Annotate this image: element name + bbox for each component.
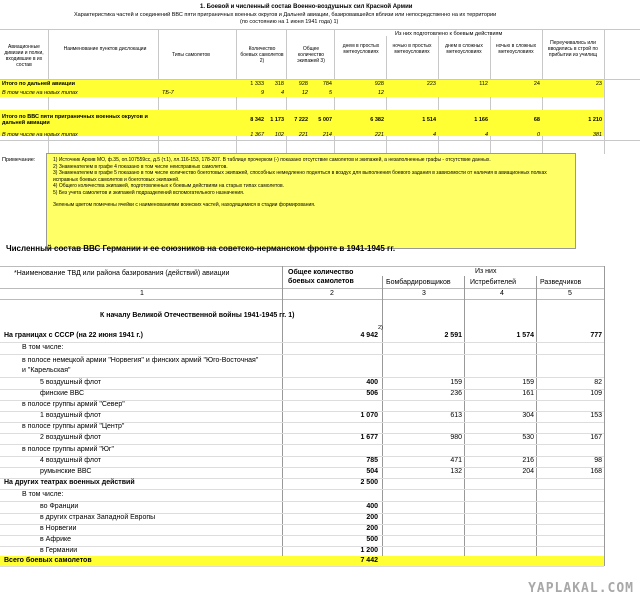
t2-cell: 980 xyxy=(450,434,462,441)
t2-row-label: В том числе: xyxy=(22,491,64,498)
t2-footnote-mark: 2) xyxy=(378,325,383,331)
t2-cell: 2 591 xyxy=(444,332,462,339)
t2-row-label: в других странах Западной Европы xyxy=(40,514,156,521)
t1-cell: 23 xyxy=(595,81,602,87)
t2-row-label: во Франции xyxy=(40,503,79,510)
t2-header-bombers: Бомбардировщиков xyxy=(386,279,451,286)
t2-row-label: в полосе группы армий "Юг" xyxy=(22,446,114,453)
t2-cell: 304 xyxy=(522,412,534,419)
t2-cell: 236 xyxy=(450,390,462,397)
table1-title: 1. Боевой и численный состав Военно-воздушных сил Красной Армии xyxy=(200,4,413,10)
t2-cell: 159 xyxy=(450,379,462,386)
t2-cell: 613 xyxy=(450,412,462,419)
t1-cell: 4 xyxy=(484,132,488,138)
t2-cell: 204 xyxy=(522,468,534,475)
t2-header-total: Общее количество боевых самолетов xyxy=(288,269,354,285)
t1-cell: 928 xyxy=(298,81,308,87)
note-item: 3) Знаменателем в графе 5 показано в том числе количество боеготовых экипажей, способных немедленно подняться в воздух для выполнения боевого задания в зависимости от наличия в авиационных полках исправных боевых самолетов и боеготовых экипажей. xyxy=(53,170,547,183)
t2-cell: 167 xyxy=(590,434,602,441)
t1-cell: 68 xyxy=(533,117,540,123)
t1-cell: 24 xyxy=(533,81,540,87)
t1-row-label: Итого по дальней авиации xyxy=(2,81,75,87)
t1-cell: 9 xyxy=(260,90,264,96)
t2-colnum: 4 xyxy=(500,290,504,297)
t2-cell: 109 xyxy=(590,390,602,397)
t2-cell: 471 xyxy=(450,457,462,464)
t2-row-label: На границах с СССР (на 22 июня 1941 г.) xyxy=(4,332,143,339)
t2-row-label: в полосе группы армий "Центр" xyxy=(22,423,125,430)
t2-cell: 200 xyxy=(366,514,378,521)
t1-cell: 12 xyxy=(377,90,384,96)
t2-cell: 506 xyxy=(366,390,378,397)
note-item: 1) Источник Архив МО, ф.35, оп.107559сс, д.5 (т.1), лл.116-153, 178-207. В таблице прочерком (-) показано отсутствие самолетов и экипажей, а незаполненные графы - отсутствие данных. xyxy=(53,157,491,163)
notes-box xyxy=(46,153,576,249)
t2-cell: 2 500 xyxy=(360,479,378,486)
note-item: 5) Без учета самолетов и экипажей подразделений вспомогательного назначения. xyxy=(53,189,245,196)
t2-cell: 7 442 xyxy=(360,557,378,564)
t1-cell: 928 xyxy=(374,81,384,87)
note-item: 2) Знаменателем в графе 4 показано в том числе неисправных самолетов. xyxy=(53,163,228,170)
t2-cell: 98 xyxy=(594,457,602,464)
t2-row-label: в Германии xyxy=(40,547,78,554)
t1-cell: 12 xyxy=(301,90,308,96)
t2-cell: 200 xyxy=(366,525,378,532)
t2-row-label: В том числе: xyxy=(22,344,64,351)
t1-cell: 1 333 xyxy=(250,81,264,87)
t1-cell: 784 xyxy=(322,81,332,87)
notes-label: Примечание: xyxy=(2,157,36,163)
t2-header-name: *Наименование ТВД или района базирования (действий) авиации xyxy=(14,270,230,277)
t2-row-label: Всего боевых самолетов xyxy=(4,557,92,564)
t1-row-label: В том числе на новых типах xyxy=(2,90,78,96)
t2-row-label: финские ВВС xyxy=(40,390,85,397)
t1-cell: 214 xyxy=(322,132,332,138)
t1-header-crews: Общее количество экипажей 3) xyxy=(297,46,325,64)
t1-row-label: Итого по ВВС пяти приграничных военных округов и дальней авиации xyxy=(2,114,148,126)
t2-cell: 504 xyxy=(366,468,378,475)
t2-row-label: румынские ВВС xyxy=(40,468,92,475)
t1-cell: 0 xyxy=(536,132,540,138)
t2-cell: 530 xyxy=(522,434,534,441)
t1-cell: 223 xyxy=(426,81,436,87)
t1-header-planes: Количество боевых самолетов 2) xyxy=(240,46,284,64)
t1-cell: 381 xyxy=(592,132,602,138)
t1-cell: 1 173 xyxy=(270,117,284,123)
t1-cell: 5 xyxy=(328,90,332,96)
t2-row-label: в Африке xyxy=(40,536,72,543)
t2-cell: 153 xyxy=(590,412,602,419)
t2-cell: 1 677 xyxy=(360,434,378,441)
t1-cell: 221 xyxy=(298,132,308,138)
t1-cell: 1 210 xyxy=(588,117,602,123)
t1-header-day-simple: днем в простых метеоусловиях xyxy=(342,43,380,55)
t2-row-label: в полосе группы армий "Север" xyxy=(22,401,125,408)
t2-cell: 4 942 xyxy=(360,332,378,339)
t1-cell: 318 xyxy=(274,81,284,87)
t2-colnum: 3 xyxy=(422,290,426,297)
t2-cell: 1 574 xyxy=(516,332,534,339)
t1-header-locations: Наименование пунктов дислокации xyxy=(63,46,147,52)
t1-cell: 8 342 xyxy=(250,117,264,123)
t2-row-label: в полосе немецкой армии "Норвегия" и финских армий "Юго-Восточная" и "Карельская" xyxy=(22,357,259,374)
t2-row-label: в Норвегии xyxy=(40,525,77,532)
t2-cell: 500 xyxy=(366,536,378,543)
t1-cell: 112 xyxy=(479,81,488,87)
t1-cell: 221 xyxy=(374,132,384,138)
t2-cell: 216 xyxy=(522,457,534,464)
note-item: 4) Общего количества экипажей, подготовленных к боевым действиям на старых типах самолетов. xyxy=(53,183,285,189)
t2-cell: 400 xyxy=(366,503,378,510)
t1-cell: 1 367 xyxy=(250,132,264,138)
watermark: YAPLAKAL.COM xyxy=(528,581,634,596)
t2-cell: 82 xyxy=(594,379,602,386)
t2-row-label: 4 воздушный флот xyxy=(40,457,102,464)
t1-header-group: Из них подготовлено к боевым действиям xyxy=(395,31,503,37)
t1-cell: 1 514 xyxy=(422,117,436,123)
t1-header-units: Авиационные дивизии и полки, входившие в их состав xyxy=(4,44,44,68)
t1-header-types: Типы самолетов xyxy=(172,52,210,58)
t2-header-group: Из них xyxy=(475,268,497,275)
t2-row-label: 1 воздушный флот xyxy=(40,412,102,419)
t2-cell: 400 xyxy=(366,379,378,386)
t2-cell: 1 200 xyxy=(360,547,378,554)
t1-cell: 5 007 xyxy=(318,117,332,123)
t1-cell: 4 xyxy=(432,132,436,138)
table1-date-note: (по состоянию на 1 июня 1941 года) 1) xyxy=(240,19,339,25)
t1-header-retraining: Переучивались или вводились в строй по прибытии из училищ xyxy=(548,40,598,58)
t1-cell: 4 xyxy=(280,90,284,96)
t2-cell: 785 xyxy=(366,457,378,464)
t2-row-label: 2 воздушный флот xyxy=(40,434,102,441)
t2-cell: 777 xyxy=(590,332,602,339)
t1-cell: 7 222 xyxy=(294,117,308,123)
t1-cell: 1 166 xyxy=(474,117,488,123)
t2-row-label: На других театрах военных действий xyxy=(4,479,135,486)
t2-colnum: 2 xyxy=(330,290,334,297)
table2-title: Численный состав ВВС Германии и ее союзников на советско-нерманском фронте в 1941-1945 гг. xyxy=(6,244,396,253)
t1-header-day-complex: днем в сложных метеоусловиях xyxy=(445,43,483,55)
t2-cell: 161 xyxy=(522,390,534,397)
t2-colnum: 1 xyxy=(140,290,144,297)
note-item: Зеленым цветом помечены ячейки с наименованиями воинских частей, находящимися в стадии формирования. xyxy=(53,202,316,208)
t2-cell: 159 xyxy=(522,379,534,386)
t1-header-night-simple: ночью в простых метеоусловиях xyxy=(392,43,432,55)
t1-row-type: ТБ-7 xyxy=(162,90,174,96)
t2-cell: 1 070 xyxy=(360,412,378,419)
table1-subtitle: Характеристика частей и соединений ВВС пяти приграничных военных округов и Дальней авиации, базировавшейся вблизи или непосредственно на их территории xyxy=(74,12,497,18)
t2-header-fighters: Истребителей xyxy=(470,279,517,286)
t2-cell: 132 xyxy=(450,468,462,475)
t2-row-label: 5 воздушный флот xyxy=(40,379,102,386)
t2-section-title: К началу Великой Отечественной войны 1941-1945 гг. 1) xyxy=(100,312,295,319)
t1-cell: 6 382 xyxy=(370,117,384,123)
t2-cell: 168 xyxy=(590,468,602,475)
t1-cell: 102 xyxy=(274,132,284,138)
t1-row-label: В том числе на новых типах xyxy=(2,132,78,138)
t2-header-recon: Разведчиков xyxy=(540,279,582,286)
t1-header-night-complex: ночью в сложных метеоусловиях xyxy=(495,43,537,55)
t2-colnum: 5 xyxy=(568,290,572,297)
